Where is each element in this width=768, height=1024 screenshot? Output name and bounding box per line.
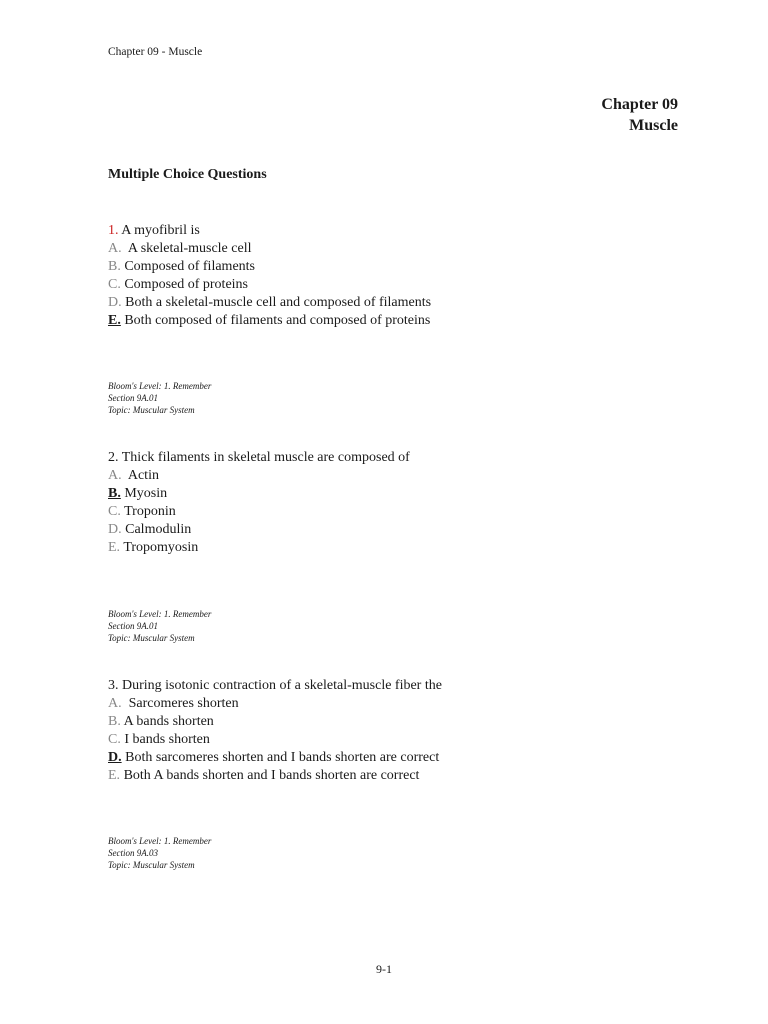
option-a [108, 467, 410, 485]
option-letter: C. [108, 504, 121, 519]
option-text: I bands shorten [124, 732, 210, 747]
section-ref: Section 9A.01 [108, 621, 158, 631]
option-letter: D. [108, 295, 122, 310]
question-stem [108, 677, 442, 695]
option-letter: D. [108, 750, 122, 765]
question-1-metadata [108, 380, 211, 416]
question-2 [108, 449, 410, 557]
topic: Topic: Muscular System [108, 405, 195, 415]
option-letter: C. [108, 277, 121, 292]
option-text: Tropomyosin [123, 540, 199, 555]
option-letter: A. [108, 696, 122, 711]
question-2-metadata [108, 608, 211, 644]
question-stem [108, 222, 431, 240]
option-letter: C. [108, 732, 121, 747]
blooms-level: Bloom's Level: 1. Remember [108, 609, 212, 619]
option-text: Troponin [124, 504, 176, 519]
option-text: Sarcomeres shorten [128, 696, 239, 711]
question-text: Thick filaments in skeletal muscle are composed of [121, 450, 410, 465]
question-text: A myofibril is [121, 223, 200, 238]
question-3 [108, 677, 442, 785]
option-a [108, 695, 442, 713]
option-b [108, 258, 431, 276]
chapter-number: Chapter 09 [601, 96, 678, 113]
option-text: Myosin [124, 486, 168, 501]
option-d [108, 521, 410, 539]
option-text: Both A bands shorten and I bands shorten are correct [123, 768, 420, 783]
blooms-level: Bloom's Level: 1. Remember [108, 836, 212, 846]
question-text: During isotonic contraction of a skeletal-muscle fiber the [122, 678, 442, 693]
option-d [108, 294, 431, 312]
option-letter: E. [108, 768, 121, 783]
question-number: 3. [108, 678, 119, 693]
blooms-level: Bloom's Level: 1. Remember [108, 381, 212, 391]
option-b-correct [108, 485, 410, 503]
option-a [108, 240, 431, 258]
option-b [108, 713, 442, 731]
option-c [108, 731, 442, 749]
option-e [108, 767, 442, 785]
option-text: Composed of proteins [124, 277, 248, 292]
option-letter: D. [108, 522, 122, 537]
question-number: 1. [108, 223, 119, 238]
section-ref: Section 9A.01 [108, 393, 158, 403]
option-c [108, 276, 431, 294]
question-stem [108, 449, 410, 467]
option-e-correct [108, 312, 431, 330]
option-e [108, 539, 410, 557]
topic: Topic: Muscular System [108, 860, 195, 870]
option-text: Both a skeletal-muscle cell and composed of filaments [125, 295, 432, 310]
page-number: 9-1 [376, 962, 392, 976]
option-text: Both sarcomeres shorten and I bands shorten are correct [125, 750, 440, 765]
section-ref: Section 9A.03 [108, 848, 158, 858]
chapter-title [601, 94, 678, 136]
option-text: Actin [127, 468, 159, 483]
question-3-metadata [108, 835, 211, 871]
option-letter: B. [108, 714, 121, 729]
option-c [108, 503, 410, 521]
option-letter: B. [108, 259, 121, 274]
option-text: A skeletal-muscle cell [127, 241, 252, 256]
option-letter: A. [108, 468, 122, 483]
option-text: A bands shorten [123, 714, 214, 729]
option-d-correct [108, 749, 442, 767]
chapter-name: Muscle [629, 117, 678, 134]
question-1 [108, 222, 431, 330]
running-header: Chapter 09 - Muscle [108, 46, 203, 58]
option-letter: E. [108, 540, 121, 555]
option-letter: E. [108, 313, 121, 328]
topic: Topic: Muscular System [108, 633, 195, 643]
option-text: Composed of filaments [124, 259, 255, 274]
option-text: Calmodulin [125, 522, 192, 537]
section-title: Multiple Choice Questions [108, 167, 267, 182]
option-letter: A. [108, 241, 122, 256]
option-letter: B. [108, 486, 121, 501]
option-text: Both composed of filaments and composed of proteins [124, 313, 431, 328]
question-number: 2. [108, 450, 119, 465]
